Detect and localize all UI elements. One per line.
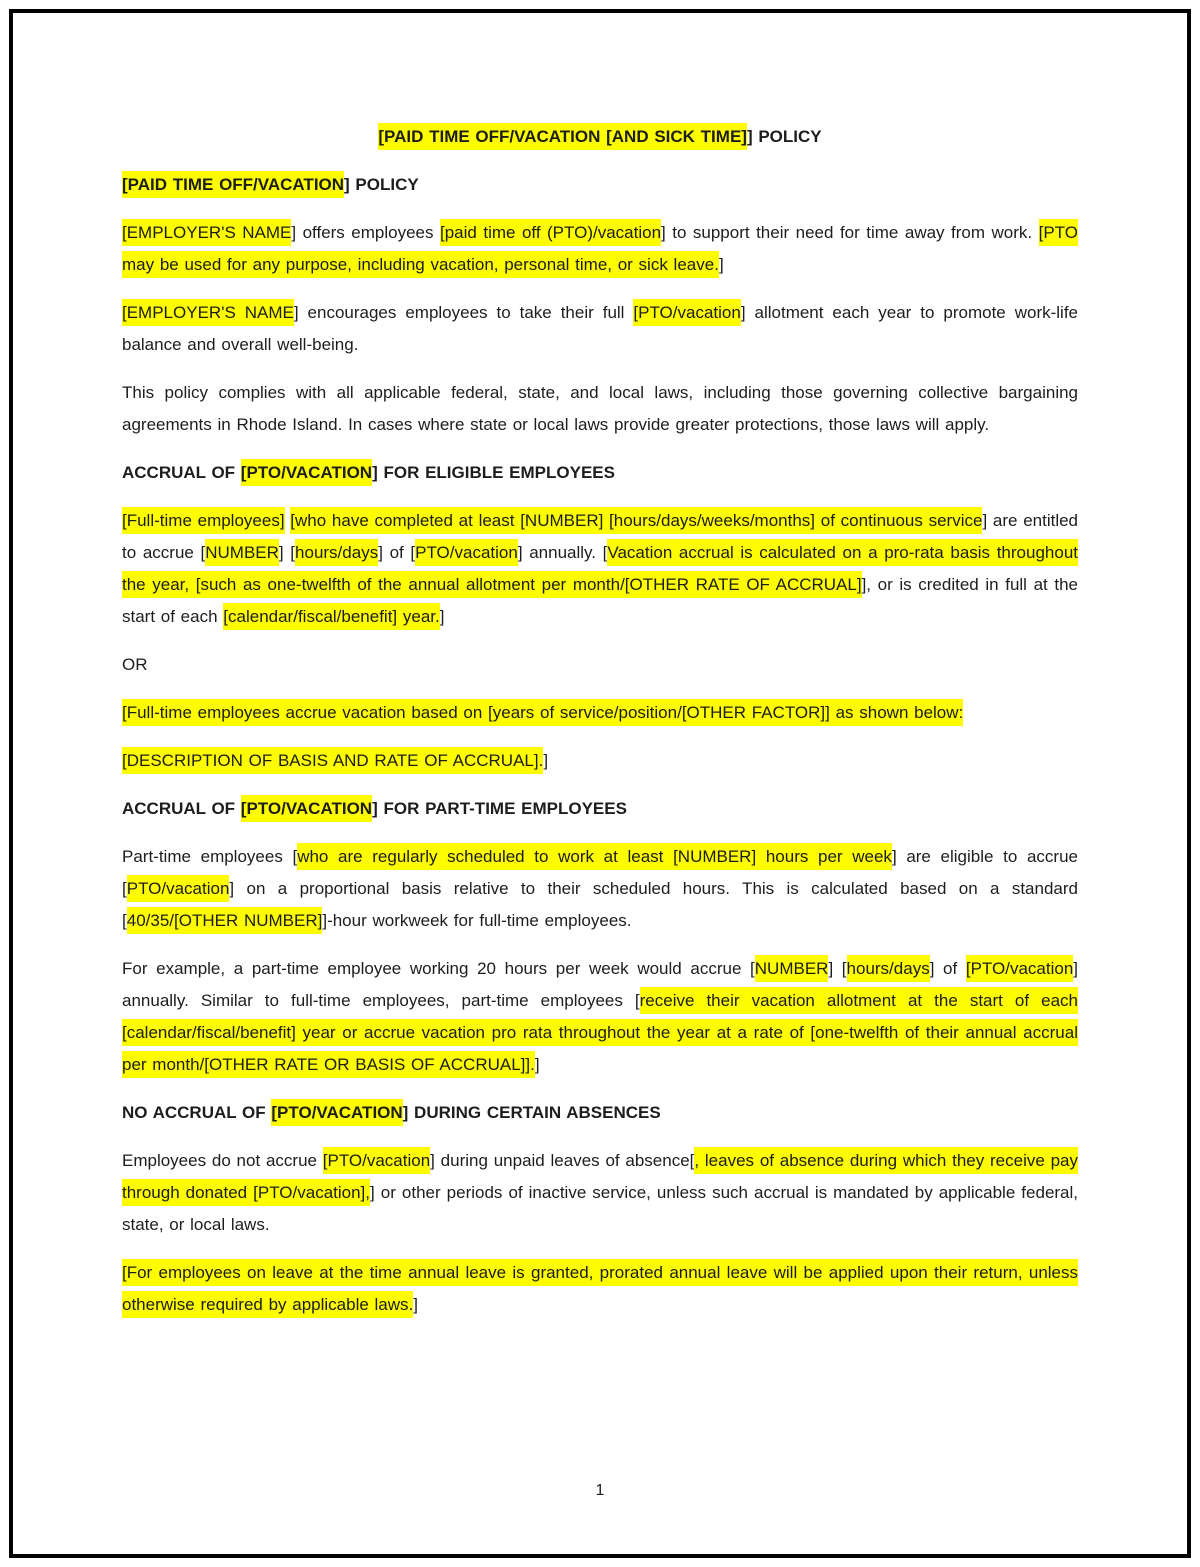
text-run: Part-time employees [ — [122, 847, 298, 866]
text-run: ] — [718, 255, 724, 274]
document-body — [122, 121, 1078, 1337]
text-run: ] FOR PART-TIME EMPLOYEES — [372, 799, 627, 818]
text-run: ACCRUAL OF — [122, 463, 241, 482]
text-run: ], or is credited in full at the start of each — [122, 575, 1078, 626]
document-heading — [122, 1097, 1078, 1129]
document-paragraph — [122, 745, 1078, 777]
text-run: OR — [122, 655, 148, 674]
highlighted-run: [Full-time employees] — [122, 507, 285, 534]
text-run: ] of [ — [378, 543, 416, 562]
highlighted-run: [EMPLOYER'S NAME — [122, 299, 294, 326]
text-run: ] offers employees — [291, 223, 440, 242]
text-run: ] — [543, 751, 549, 770]
highlighted-run: hours/days — [295, 539, 378, 566]
document-title — [122, 121, 1078, 153]
document-paragraph — [122, 697, 1078, 729]
document-paragraph — [122, 377, 1078, 441]
text-run: ] annually. Similar to full-time employees, part-time employees [ — [122, 959, 1079, 1010]
text-run: ] during unpaid leaves of absence[ — [430, 1151, 695, 1170]
highlighted-run: [EMPLOYER'S NAME — [122, 219, 291, 246]
highlighted-run: [Full-time employees accrue vacation based on [years of service/position/[OTHER FACTOR]] as shown below: — [122, 699, 963, 726]
text-run: ] — [534, 1055, 540, 1074]
text-run: ] FOR ELIGIBLE EMPLOYEES — [372, 463, 615, 482]
text-run: ] encourages employees to take their full — [293, 303, 634, 322]
highlighted-run: who are regularly scheduled to work at least [NUMBER] hours per week — [297, 843, 892, 870]
highlighted-run: receive their vacation allotment at the start of each [calendar/fiscal/benefit] year or accrue vacation pro rata throughout the year at a rate of [one-twelfth of their annual accrual per month/[OTHER RATE OR BASIS OF ACCRUAL]]. — [122, 987, 1078, 1078]
highlighted-run: [calendar/fiscal/benefit] year. — [223, 603, 439, 630]
highlighted-run: [For employees on leave at the time annual leave is granted, prorated annual leave will be applied upon their return, unless otherwise required by applicable laws. — [122, 1259, 1078, 1318]
text-run: ] of — [929, 959, 966, 978]
document-paragraph — [122, 841, 1078, 937]
document-paragraph — [122, 953, 1078, 1081]
highlighted-run: hours/days — [847, 955, 930, 982]
highlighted-run: [PTO/vacation — [966, 955, 1073, 982]
page-footer — [122, 1478, 1078, 1504]
highlighted-run: [PAID TIME OFF/VACATION — [122, 171, 344, 198]
highlighted-run: Vacation accrual is calculated on a pro-rata basis throughout the year, [such as one-twelfth of the annual allotment per month/[OTHER RATE OF ACCRUAL] — [122, 539, 1078, 598]
text-run: ] to support their need for time away from work. — [661, 223, 1039, 242]
page-number: 1 — [595, 1482, 605, 1499]
highlighted-run: 40/35/[OTHER NUMBER] — [127, 907, 323, 934]
text-run: ] are entitled to accrue [ — [122, 511, 1079, 562]
text-run: ] [ — [278, 543, 296, 562]
text-run: ]-hour workweek for full-time employees. — [322, 911, 632, 930]
text-run: ] annually. [ — [517, 543, 608, 562]
text-run: ] POLICY — [344, 175, 419, 194]
highlighted-run: , leaves of absence during which they receive pay through donated [PTO/vacation], — [122, 1147, 1078, 1206]
highlighted-run: [PTO/VACATION — [241, 459, 372, 486]
document-page — [9, 9, 1191, 1558]
document-paragraph — [122, 505, 1078, 633]
highlighted-run: PTO/vacation — [127, 875, 230, 902]
text-run: ] on a proportional basis relative to their scheduled hours. This is calculated based on a standard [ — [122, 879, 1078, 930]
text-run: ] [ — [828, 959, 847, 978]
text-run: ] POLICY — [746, 127, 822, 146]
highlighted-run: [PTO may be used for any purpose, including vacation, personal time, or sick leave. — [122, 219, 1078, 278]
text-run: ] allotment each year to promote work-life balance and overall well-being. — [122, 303, 1079, 354]
document-heading — [122, 457, 1078, 489]
text-run: ] — [413, 1295, 418, 1314]
highlighted-run: [DESCRIPTION OF BASIS AND RATE OF ACCRUAL]. — [122, 747, 543, 774]
highlighted-run: [PTO/vacation — [633, 299, 740, 326]
document-paragraph — [122, 649, 1078, 681]
text-run: ] — [439, 607, 445, 626]
highlighted-run: [PTO/VACATION — [271, 1099, 402, 1126]
highlighted-run: NUMBER — [205, 539, 279, 566]
text-run: ] or other periods of inactive service, unless such accrual is mandated by applicable federal, state, or local laws. — [122, 1183, 1079, 1234]
highlighted-run: [who have completed at least [NUMBER] [hours/days/weeks/months] of continuous service — [290, 507, 982, 534]
highlighted-run: [paid time off (PTO)/vacation — [440, 219, 661, 246]
text-run: This policy complies with all applicable federal, state, and local laws, including those governing collective bargaining agreements in Rhode Island. In cases where state or local laws provide greater protections, those laws will apply. — [122, 383, 1078, 434]
text-run: For example, a part-time employee working 20 hours per week would accrue [ — [122, 959, 755, 978]
text-run: ACCRUAL OF — [122, 799, 241, 818]
text-run: ] are eligible to accrue [ — [122, 847, 1078, 898]
highlighted-run: [PTO/vacation — [323, 1147, 430, 1174]
highlighted-run: NUMBER — [755, 955, 829, 982]
document-paragraph — [122, 297, 1078, 361]
document-heading — [122, 169, 1078, 201]
document-paragraph — [122, 1145, 1078, 1241]
document-paragraph — [122, 1257, 1078, 1321]
document-heading — [122, 793, 1078, 825]
highlighted-run: [PTO/VACATION — [241, 795, 372, 822]
document-paragraph — [122, 217, 1078, 281]
highlighted-run: PTO/vacation — [415, 539, 518, 566]
text-run: Employees do not accrue — [122, 1151, 323, 1170]
highlighted-run: [PAID TIME OFF/VACATION [AND SICK TIME] — [378, 123, 747, 150]
text-run: NO ACCRUAL OF — [122, 1103, 272, 1122]
text-run: ] DURING CERTAIN ABSENCES — [402, 1103, 661, 1122]
